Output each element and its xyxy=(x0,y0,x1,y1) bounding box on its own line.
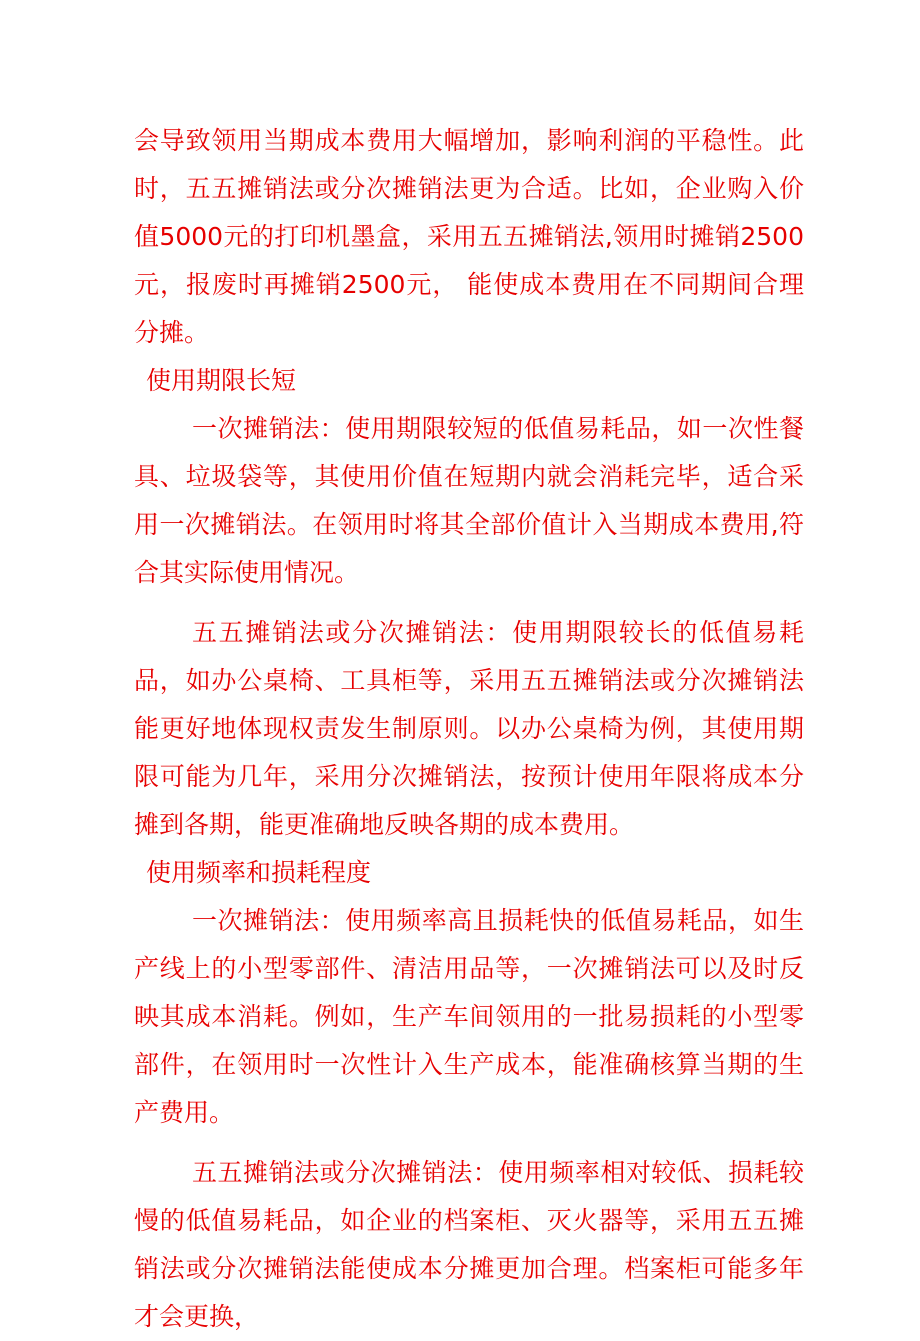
heading-usage-period: 使用期限长短 xyxy=(146,366,297,395)
heading-usage-frequency: 使用频率和损耗程度 xyxy=(146,858,372,887)
paragraph-fifty-fifty-low-frequency: 五五摊销法或分次摊销法：使用频率相对较低、损耗较慢的低值易耗品，如企业的档案柜、灭火器等，采用五五摊销法或分次摊销法能使成本分摊更加合理。档案柜可能多年才会更换， xyxy=(134,1158,804,1331)
paragraph-one-time-short-period: 一次摊销法：使用期限较短的低值易耗品，如一次性餐具、垃圾袋等，其使用价值在短期内就会消耗完毕，适合采用一次摊销法。在领用时将其全部价值计入当期成本费用,符合其实际使用情况。 xyxy=(134,414,804,587)
paragraph-one-time-high-frequency: 一次摊销法：使用频率高且损耗快的低值易耗品，如生产线上的小型零部件、清洁用品等，一次摊销法可以及时反映其成本消耗。例如，生产车间领用的一批易损耗的小型零部件，在领用时一次性计入生产成本，能准确核算当期的生产费用。 xyxy=(134,906,804,1127)
document-body xyxy=(134,117,804,1341)
paragraph-fifty-fifty-long-period: 五五摊销法或分次摊销法：使用期限较长的低值易耗品，如办公桌椅、工具柜等，采用五五摊销法或分次摊销法能更好地体现权责发生制原则。以办公桌椅为例，其使用期限可能为几年，采用分次摊销法，按预计使用年限将成本分摊到各期，能更准确地反映各期的成本费用。 xyxy=(134,618,804,839)
paragraph-intro-continuation: 会导致领用当期成本费用大幅增加，影响利润的平稳性。此时，五五摊销法或分次摊销法更为合适。比如，企业购入价值5000元的打印机墨盒，采用五五摊销法,领用时摊销2500元，报废时再摊销2500元， 能使成本费用在不同期间合理分摊。 xyxy=(134,126,804,347)
